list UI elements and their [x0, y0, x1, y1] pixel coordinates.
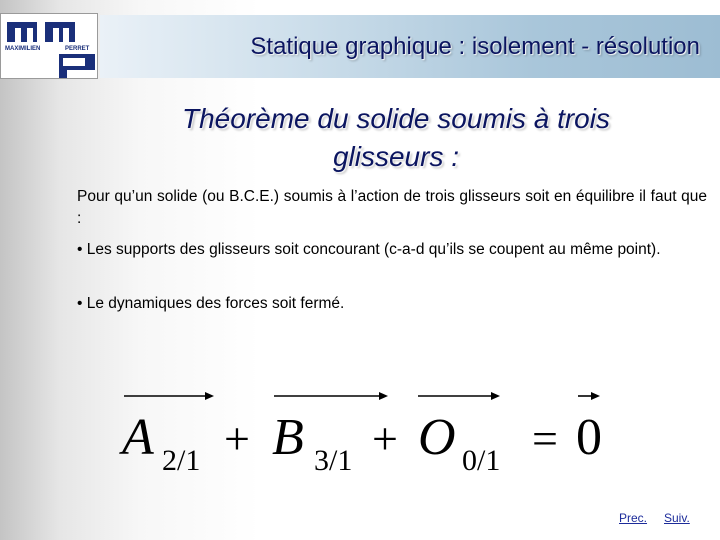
page-title: Statique graphique : isolement - résolution — [250, 33, 700, 60]
condition-closed-polygon: • Le dynamiques des forces soit fermé. — [77, 295, 345, 312]
term-a: A — [122, 409, 154, 466]
plus-sign-2: + — [372, 413, 398, 464]
plus-sign-1: + — [224, 413, 250, 464]
next-link[interactable]: Suiv. — [664, 511, 690, 525]
logo — [0, 13, 98, 79]
logo-mark — [1, 14, 97, 78]
logo-text-right: PERRET — [65, 46, 90, 52]
title-bar — [100, 15, 720, 78]
term-o-subscript: 0/1 — [462, 444, 501, 477]
term-b: B — [272, 409, 304, 466]
term-o: O — [418, 409, 456, 466]
condition-concurrent: • Les supports des glisseurs soit concourant (c-a-d qu’ils se coupent au même point). — [77, 241, 661, 258]
theorem-heading-line1: Théorème du solide soumis à trois — [182, 103, 610, 134]
logo-text-left: MAXIMILIEN — [5, 46, 41, 52]
equilibrium-formula — [110, 378, 630, 483]
equals-sign: = — [532, 413, 558, 464]
vector-arrows — [124, 392, 600, 400]
intro-paragraph: Pour qu’un solide (ou B.C.E.) soumis à l’action de trois glisseurs soit en équilibre il faut que : — [77, 188, 707, 227]
theorem-heading — [80, 100, 712, 176]
term-a-subscript: 2/1 — [162, 444, 201, 477]
zero-vector: 0 — [576, 409, 602, 466]
term-b-subscript: 3/1 — [314, 444, 353, 477]
theorem-heading-line2: glisseurs : — [332, 141, 460, 172]
prev-link[interactable]: Prec. — [619, 511, 648, 525]
